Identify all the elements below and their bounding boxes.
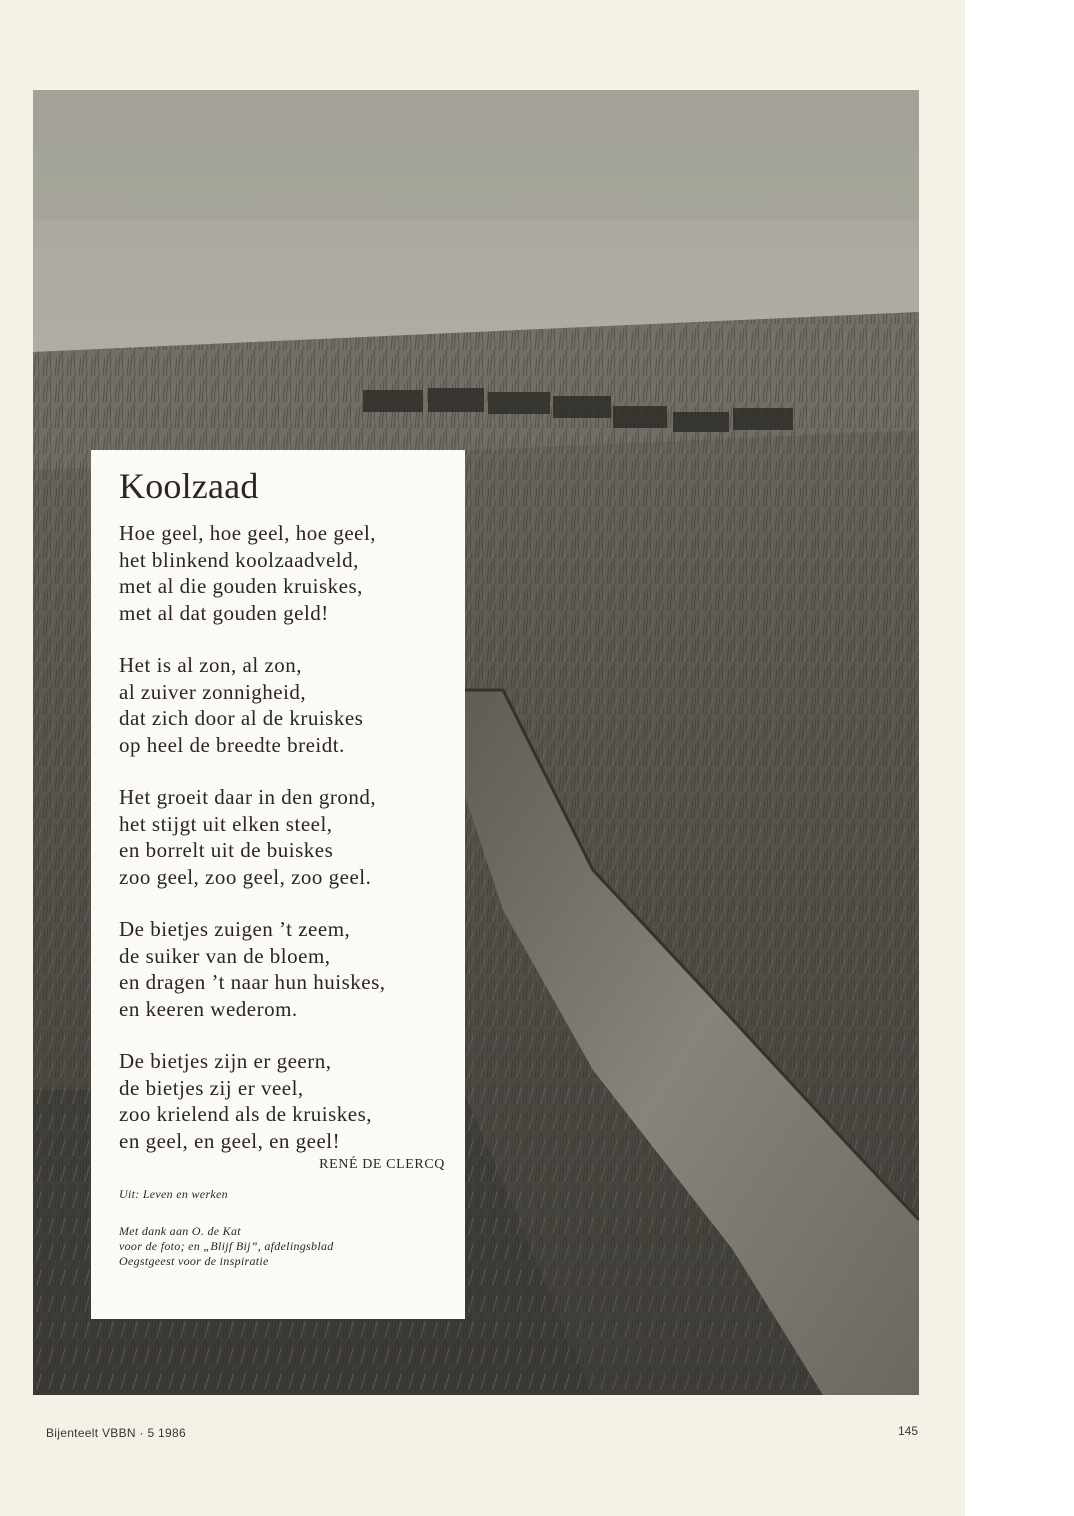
photo-credit [119,1224,443,1269]
poem-line: en geel, en geel, en geel! [119,1128,341,1153]
poem-stanza [119,652,443,758]
credit-line: Met dank aan O. de Kat [119,1224,241,1238]
poem-stanza [119,784,443,890]
poem-line: de bietjes zij er veel, [119,1075,304,1100]
poem-line: Het groeit daar in den grond, [119,785,377,809]
poem-line: op heel de breedte breidt. [119,732,345,757]
poem-line: Het is al zon, al zon, [119,653,303,677]
poem-panel [91,450,465,1319]
poem-line: en keeren wederom. [119,996,298,1021]
poem-stanza [119,1048,443,1154]
poem-line: De bietjes zijn er geern, [119,1049,332,1073]
credit-line: Oegstgeest voor de inspiratie [119,1254,269,1268]
page-margin [965,0,1074,1516]
poem-author: RENÉ DE CLERCQ [319,1157,445,1172]
poem-line: Hoe geel, hoe geel, hoe geel, [119,521,377,545]
page-number: 145 [898,1424,919,1438]
poem-line: het blinkend koolzaadveld, [119,547,359,572]
poem-line: en dragen ’t naar hun huiskes, [119,970,386,994]
poem-line: met al die gouden kruiskes, [119,574,363,598]
poem-stanza [119,916,443,1022]
poem-line: zoo geel, zoo geel, zoo geel. [119,864,372,889]
poem-title: Koolzaad [119,466,259,506]
poem-source: Uit: Leven en werken [119,1187,228,1201]
poem-line: de suiker van de bloem, [119,943,331,968]
poem-line: zoo krielend als de kruiskes, [119,1102,373,1126]
poem-stanza [119,520,443,626]
credit-line: voor de foto; en „Blijf Bij”, afdelingsblad [119,1239,334,1253]
poem-line: met al dat gouden geld! [119,600,329,625]
publication-footer: Bijenteelt VBBN · 5 1986 [46,1426,186,1440]
poem-line: en borrelt uit de buiskes [119,838,334,862]
poem-line: De bietjes zuigen ’t zeem, [119,917,351,941]
poem-line: het stijgt uit elken steel, [119,811,333,836]
poem-line: dat zich door al de kruiskes [119,706,364,730]
poem-line: al zuiver zonnigheid, [119,679,307,704]
